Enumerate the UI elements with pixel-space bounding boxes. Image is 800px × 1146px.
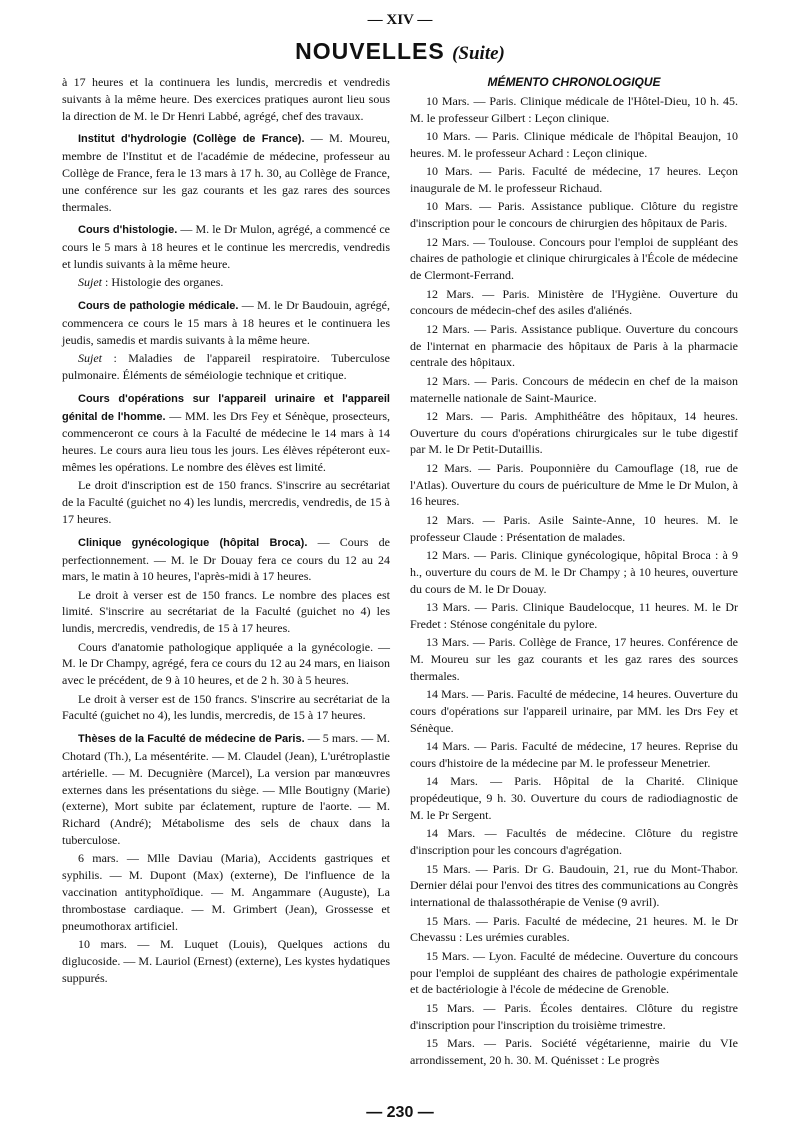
- memento-entry: 12 Mars. — Paris. Clinique gynécologique, hôpital Broca : à 9 h., ouverture du cours de M. le Dr Champy ; à 10 heures, ouverture du cours de M. le Dr Douay.: [410, 548, 738, 596]
- memento-entry: 12 Mars. — Paris. Concours de médecin en chef de la maison maternelle nationale de Saint-Maurice.: [410, 373, 738, 405]
- paragraph: à 17 heures et la continuera les lundis, mercredis et vendredis suivants à la même heure. Des exercices pratiques auront lieu sous la direction de M. le Dr Henri Labbé, agrégé, chef des travaux.: [62, 75, 390, 123]
- item-text: — M. le Dr Baudouin, agrégé, commencera ce cours le 15 mars à 18 heures et le continuera les jeudis, samedis et mardis suivants à la même heure.: [62, 298, 390, 347]
- page-number: — 230 —: [366, 1104, 434, 1121]
- memento-entry: 12 Mars. — Paris. Assistance publique. Ouverture du concours de l'internat en pharmacie des hôpitaux de Paris à la pharmacie centrale des hôpitaux.: [410, 321, 738, 370]
- memento-entry: 15 Mars. — Lyon. Faculté de médecine. Ouverture du concours pour l'emploi de suppléant des chaires de pathologie expérimentale et de bactériologie à l'école de médecine de Grenoble.: [410, 948, 738, 997]
- item-text: — M. Moureu, membre de l'Institut et de l'académie de médecine, professeur au Collège de France, fera le 13 mars à 17 h. 30, au Collège de France, une conférence sur les gaz courants et les gaz rares des sources thermales.: [62, 131, 390, 214]
- left-column: [62, 74, 390, 988]
- page-title: [0, 38, 800, 65]
- paragraph: 6 mars. — Mlle Daviau (Maria), Accidents gastriques et syphilis. — M. Dupont (Max) (externe), De l'influence de la vaccination antityphoïdique. — M. Angammare (Auguste), La thrombostase cardiaque. — M. Grimbert (Jean), Grossesse et pneumothorax artificiel.: [62, 851, 390, 933]
- memento-entry: 14 Mars. — Paris. Hôpital de la Charité. Clinique propédeutique, 9 h. 30. Ouverture du cours de radiodiagnostic de M. le Pr Sergent.: [410, 774, 738, 822]
- news-item: [62, 221, 390, 272]
- memento-entry: 10 Mars. — Paris. Assistance publique. Clôture du registre d'inscription pour le concours de chirurgien des hôpitaux de Paris.: [410, 199, 738, 231]
- memento-entry: 10 Mars. — Paris. Faculté de médecine, 17 heures. Leçon inaugurale de M. le professeur Richaud.: [410, 164, 738, 195]
- item-heading: Cours de pathologie médicale.: [78, 300, 239, 313]
- memento-entry: 12 Mars. — Paris. Asile Sainte-Anne, 10 heures. M. le professeur Claude : Présentation de malades.: [410, 512, 738, 544]
- item-text: — MM. les Drs Fey et Sénèque, prosecteurs, commenceront ce cours à la Faculté de médecine le 14 mars à 14 heures. Le cours aura lieu tous les jours. Les élèves répéteront eux-mêmes les opérations. Le nombre des élèves est limité.: [62, 408, 390, 474]
- memento-entry: 12 Mars. — Toulouse. Concours pour l'emploi de suppléant des chaires de pathologie et clinique chirurgicales à l'École de médecine de Clermont-Ferrand.: [410, 234, 738, 283]
- memento-entry: 13 Mars. — Paris. Clinique Baudelocque, 11 heures. M. le Dr Fredet : Sténose congénitale du pylore.: [410, 600, 738, 631]
- paragraph: Cours d'anatomie pathologique appliquée a la gynécologie. — M. le Dr Champy, agrégé, fera ce cours du 12 au 24 mars, en liaison avec le précédent, de 9 à 10 heures, et de 2 h. 30 à 5 heures.: [62, 639, 390, 688]
- item-text: — Cours de perfectionnement. — M. le Dr Douay fera ce cours du 12 au 24 mars, le matin à 10 heures, l'après-midi à 17 heures.: [62, 534, 390, 584]
- right-column: [410, 74, 738, 1070]
- memento-entry: 15 Mars. — Paris. Société végétarienne, mairie du VIe arrondissement, 20 h. 30. M. Quénisset : Le progrès: [410, 1035, 738, 1067]
- paragraph: [62, 350, 390, 384]
- item-heading: Thèses de la Faculté de médecine de Paris.: [78, 733, 305, 746]
- memento-entry: 15 Mars. — Paris. Écoles dentaires. Clôture du registre d'inscription pour l'inscription du troisième trimestre.: [410, 1000, 738, 1032]
- news-item: [62, 390, 390, 476]
- item-heading: Institut d'hydrologie (Collège de France).: [78, 133, 305, 146]
- item-text: : Maladies de l'appareil respiratoire. Tuberculose pulmonaire. Éléments de séméiologie technique et critique.: [62, 351, 390, 382]
- roman-folio: — XIV —: [367, 12, 433, 28]
- title-main: NOUVELLES: [295, 38, 445, 64]
- memento-entry: 10 Mars. — Paris. Clinique médicale de l'Hôtel-Dieu, 10 h. 45. M. le professeur Gilbert : Leçon clinique.: [410, 93, 738, 125]
- paragraph: Le droit à verser est de 150 francs. S'inscrire au secrétariat de la Faculté (guichet no 4), les lundis, mercredis, de 15 à 17 heures.: [62, 691, 390, 723]
- memento-entry: 14 Mars. — Paris. Faculté de médecine, 17 heures. Reprise du cours d'histoire de la médecine par M. le professeur Menetrier.: [410, 739, 738, 770]
- memento-entry: 15 Mars. — Paris. Faculté de médecine, 21 heures. M. le Dr Chevassu : Les urémies curables.: [410, 913, 738, 945]
- news-item: [62, 130, 390, 215]
- memento-heading: MÉMENTO CHRONOLOGIQUE: [487, 75, 661, 89]
- title-suite: (Suite): [452, 43, 505, 64]
- subject-label: Sujet: [78, 275, 102, 290]
- memento-entry: 12 Mars. — Paris. Pouponnière du Camouflage (18, rue de l'Atlas). Ouverture du cours de puériculture de Mme le Dr Mulon, à 16 heures.: [410, 460, 738, 509]
- memento-entry: 15 Mars. — Paris. Dr G. Baudouin, 21, rue du Mont-Thabor. Dernier délai pour l'envoi des titres des communications au Congrès international de thalassothérapie de Venise (9 avril).: [410, 861, 738, 910]
- item-heading: Cours d'opérations sur l'appareil urinaire et l'appareil génital de l'homme.: [62, 392, 390, 423]
- news-item: [62, 730, 390, 849]
- memento-entry: 14 Mars. — Facultés de médecine. Clôture du registre d'inscription pour les concours d'agrégation.: [410, 826, 738, 858]
- memento-list: [410, 93, 738, 1069]
- paragraph: [62, 274, 390, 291]
- item-heading: Clinique gynécologique (hôpital Broca).: [78, 536, 308, 549]
- news-item: [62, 297, 390, 348]
- subject-label: Sujet: [78, 351, 102, 366]
- memento-entry: 12 Mars. — Paris. Amphithéâtre des hôpitaux, 14 heures. Ouverture du cours d'opérations chirurgicales sur le tube digestif par M. le Dr Petit-Dutaillis.: [410, 408, 738, 457]
- paragraph: 10 mars. — M. Luquet (Louis), Quelques actions du diglucoside. — M. Lauriol (Ernest) (externe), Les kystes hydatiques suppurés.: [62, 937, 390, 985]
- memento-entry: 14 Mars. — Paris. Faculté de médecine, 14 heures. Ouverture du cours d'opérations sur l'appareil urinaire, par MM. les Drs Fey et Sénèque.: [410, 687, 738, 735]
- item-text: — M. le Dr Mulon, agrégé, a commencé ce cours le 5 mars à 18 heures et le continue les mercredis, vendredis et lundis suivants à la même heure.: [62, 222, 391, 271]
- paragraph: Le droit à verser est de 150 francs. Le nombre des places est limité. S'inscrire au secrétariat de la Faculté (guichet no 4) les lundis, mercredis, vendredis, de 15 à 17 heures.: [62, 587, 390, 636]
- memento-entry: 10 Mars. — Paris. Clinique médicale de l'hôpital Beaujon, 10 heures. M. le professeur Achard : Leçon clinique.: [410, 128, 738, 160]
- memento-entry: 13 Mars. — Paris. Collège de France, 17 heures. Conférence de M. Moureu sur les gaz courants et les gaz rares des sources thermales.: [410, 635, 738, 683]
- memento-entry: 12 Mars. — Paris. Ministère de l'Hygiène. Ouverture du concours de médecin-chef des asiles d'aliénés.: [410, 286, 738, 318]
- paragraph: Le droit d'inscription est de 150 francs. S'inscrire au secrétariat de la Faculté (guichet no 4) les lundis, mercredis, vendredis, de 15 à 17 heures.: [62, 478, 390, 526]
- item-text: — 5 mars. — M. Chotard (Th.), La mésentérite. — M. Claudel (Jean), L'urétroplastie artérielle. — M. Decugnière (Marcel), La version par manœuvres externes dans les présentations du siège. — Mlle Boutigny (Marie) (externe), Mort subite par éclatement, rupture de l'aorte. — M. Richard (André); Métabolisme des sels de chaux dans la tuberculose.: [62, 731, 390, 848]
- news-item: [62, 534, 390, 585]
- item-heading: Cours d'histologie.: [78, 224, 178, 237]
- item-text: : Histologie des organes.: [102, 275, 224, 290]
